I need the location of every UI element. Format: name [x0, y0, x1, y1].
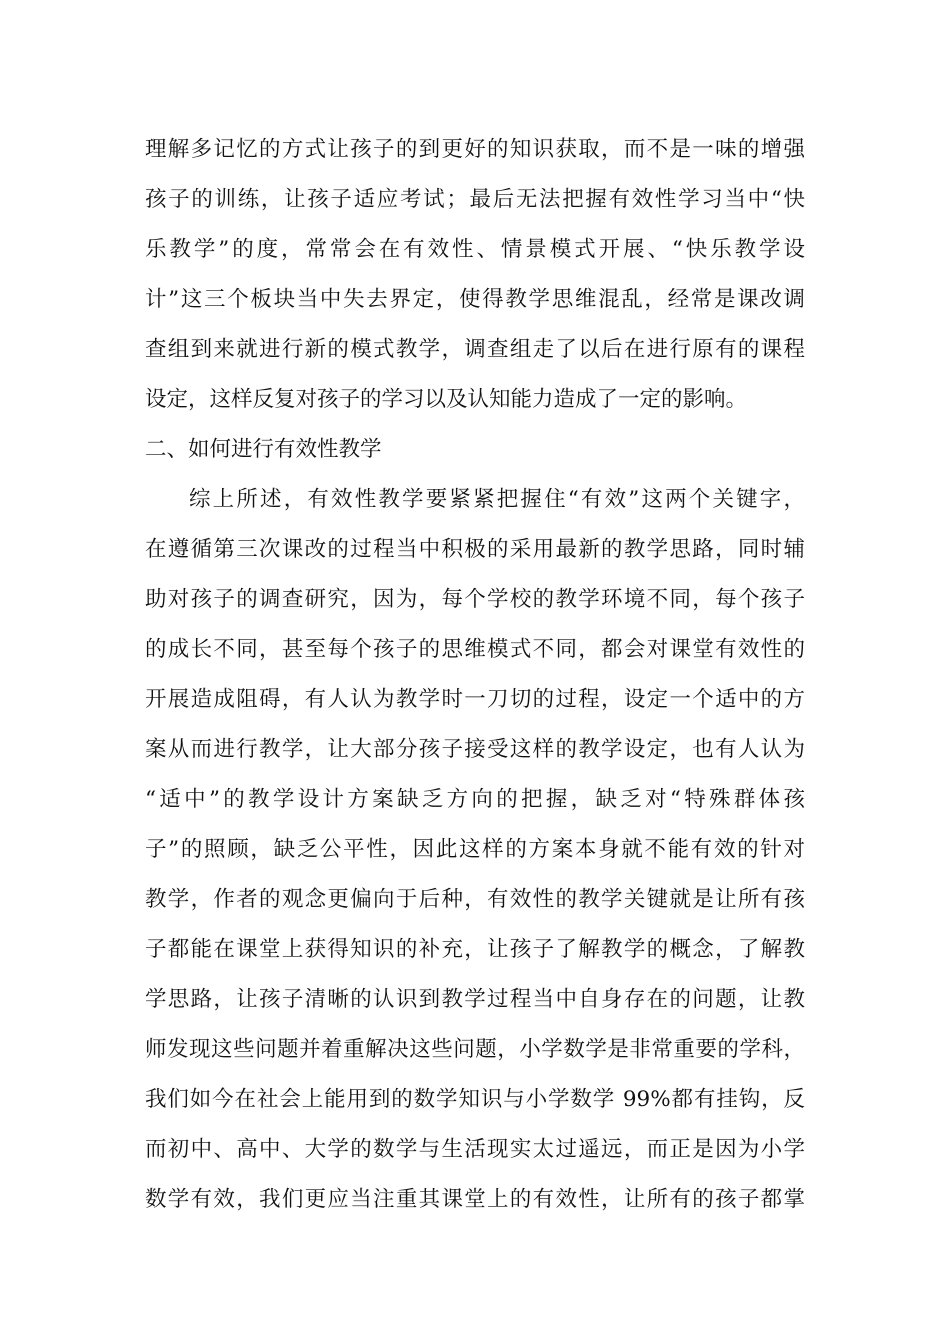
- paragraph-2-line-7: “适中”的教学设计方案缺乏方向的把握，缺乏对“特殊群体孩: [145, 787, 805, 812]
- paragraph-1-line-5: 查组到来就进行新的模式教学，调查组走了以后在进行原有的课程: [145, 337, 805, 362]
- paragraph-2-line-2: 在遵循第三次课改的过程当中积极的采用最新的教学思路，同时辅: [145, 537, 805, 562]
- paragraph-2-line-15: 数学有效，我们更应当注重其课堂上的有效性，让所有的孩子都掌: [145, 1187, 805, 1212]
- paragraph-2-line-6: 案从而进行教学，让大部分孩子接受这样的教学设定，也有人认为: [145, 737, 805, 762]
- paragraph-2-line-1: 综上所述，有效性教学要紧紧把握住“有效”这两个关键字，: [189, 487, 805, 512]
- paragraph-2-line-13: 我们如今在社会上能用到的数学知识与小学数学 99%都有挂钩，反: [145, 1087, 805, 1112]
- paragraph-2-line-14: 而初中、高中、大学的数学与生活现实太过遥远，而正是因为小学: [145, 1137, 805, 1162]
- paragraph-2-line-4: 的成长不同，甚至每个孩子的思维模式不同，都会对课堂有效性的: [145, 637, 805, 662]
- paragraph-1-line-3: 乐教学”的度，常常会在有效性、情景模式开展、“快乐教学设: [145, 237, 805, 262]
- paragraph-2-line-8: 子”的照顾，缺乏公平性，因此这样的方案本身就不能有效的针对: [145, 837, 805, 862]
- paragraph-1-line-6: 设定，这样反复对孩子的学习以及认知能力造成了一定的影响。: [145, 387, 748, 412]
- paragraph-2-line-11: 学思路，让孩子清晰的认识到教学过程当中自身存在的问题，让教: [145, 987, 805, 1012]
- paragraph-2-line-10: 子都能在课堂上获得知识的补充，让孩子了解教学的概念，了解教: [145, 937, 805, 962]
- paragraph-2-line-9: 教学，作者的观念更偏向于后种，有效性的教学关键就是让所有孩: [145, 887, 805, 912]
- paragraph-2-line-12: 师发现这些问题并着重解决这些问题，小学数学是非常重要的学科，: [145, 1037, 805, 1062]
- section-heading: 二、如何进行有效性教学: [145, 437, 382, 462]
- paragraph-2-line-5: 开展造成阻碍，有人认为教学时一刀切的过程，设定一个适中的方: [145, 687, 805, 712]
- paragraph-1-line-1: 理解多记忆的方式让孩子的到更好的知识获取，而不是一味的增强: [145, 137, 805, 162]
- paragraph-1-line-4: 计”这三个板块当中失去界定，使得教学思维混乱，经常是课改调: [145, 287, 805, 312]
- paragraph-1-line-2: 孩子的训练，让孩子适应考试；最后无法把握有效性学习当中“快: [145, 187, 805, 212]
- paragraph-2-line-3: 助对孩子的调查研究，因为，每个学校的教学环境不同，每个孩子: [145, 587, 805, 612]
